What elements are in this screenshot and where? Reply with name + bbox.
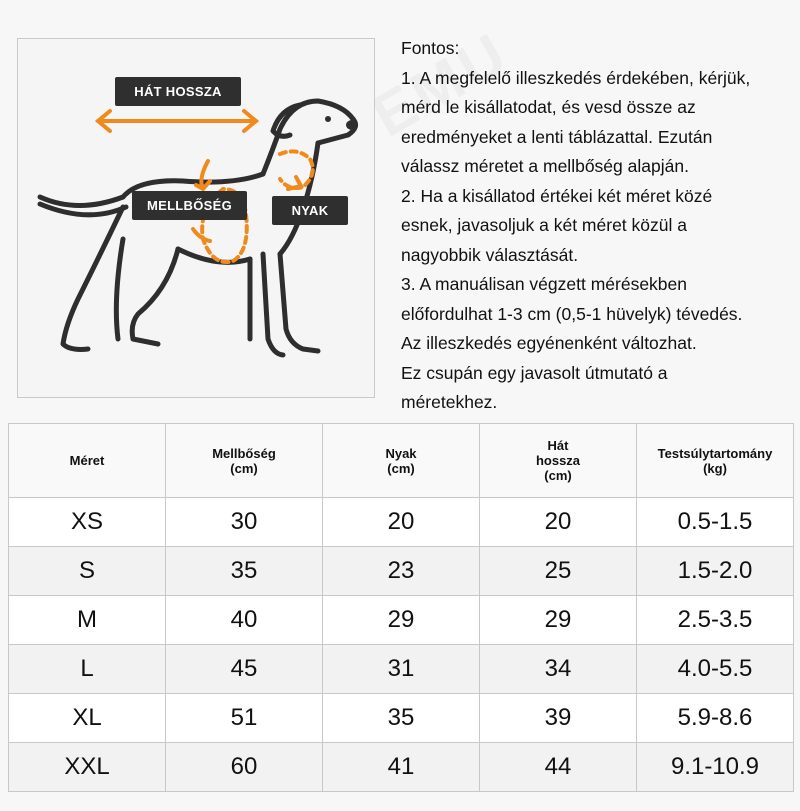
header-chest: Mellbőség (cm) (166, 424, 323, 498)
cell-chest: 35 (166, 547, 323, 596)
table-header-row (9, 424, 794, 498)
cell-neck: 41 (323, 743, 480, 792)
important-notes (401, 34, 793, 418)
notes-line: válassz méretet a mellbőség alapján. (401, 156, 689, 176)
notes-line: méretekhez. (401, 392, 498, 412)
cell-size: M (9, 596, 166, 645)
neck-measure-icon (280, 151, 313, 188)
chest-label: MELLBŐSÉG (132, 191, 247, 220)
notes-line: előfordulhat 1-3 cm (0,5-1 hüvelyk) tévedés. (401, 303, 743, 324)
table-row (9, 645, 794, 694)
notes-line: mérd le kisállatodat, és vesd össze az (401, 97, 696, 117)
cell-chest: 51 (166, 694, 323, 743)
notes-line: Fontos: (401, 38, 460, 58)
neck-label: NYAK (272, 196, 348, 225)
table-row (9, 743, 794, 792)
cell-weight: 1.5-2.0 (637, 547, 794, 596)
notes-line: eredményeket a lenti táblázattal. Ezután (401, 126, 713, 147)
cell-neck: 29 (323, 596, 480, 645)
cell-weight: 2.5-3.5 (637, 596, 794, 645)
cell-back-length: 39 (480, 694, 637, 743)
cell-chest: 60 (166, 743, 323, 792)
cell-neck: 23 (323, 547, 480, 596)
table-row (9, 547, 794, 596)
cell-size: XXL (9, 743, 166, 792)
notes-line: 3. A manuálisan végzett mérésekben (401, 274, 688, 294)
table-row (9, 498, 794, 547)
cell-weight: 9.1-10.9 (637, 743, 794, 792)
header-size: Méret (9, 424, 166, 498)
cell-weight: 4.0-5.5 (637, 645, 794, 694)
size-table (8, 423, 794, 792)
cell-size: XL (9, 694, 166, 743)
measurement-diagram (17, 38, 375, 398)
cell-size: L (9, 645, 166, 694)
cell-chest: 45 (166, 645, 323, 694)
cell-chest: 40 (166, 596, 323, 645)
cell-back-length: 29 (480, 596, 637, 645)
cell-size: S (9, 547, 166, 596)
cell-back-length: 34 (480, 645, 637, 694)
notes-line: Ez csupán egy javasolt útmutató a (401, 362, 668, 383)
header-neck: Nyak (cm) (323, 424, 480, 498)
header-weight-range: Testsúlytartomány (kg) (637, 424, 794, 498)
notes-line: 2. Ha a kisállatod értékei két méret közé (401, 185, 713, 206)
cell-back-length: 25 (480, 547, 637, 596)
header-back-length: Hát hossza (cm) (480, 424, 637, 498)
back-length-label: HÁT HOSSZA (115, 77, 241, 106)
table-row (9, 596, 794, 645)
table-row (9, 694, 794, 743)
notes-line: esnek, javasoljuk a két méret közül a (401, 215, 687, 235)
cell-weight: 0.5-1.5 (637, 498, 794, 547)
cell-size: XS (9, 498, 166, 547)
cell-neck: 31 (323, 645, 480, 694)
cell-neck: 20 (323, 498, 480, 547)
cell-weight: 5.9-8.6 (637, 694, 794, 743)
cell-back-length: 44 (480, 743, 637, 792)
notes-line: Az illeszkedés egyénenként változhat. (401, 333, 697, 353)
cell-back-length: 20 (480, 498, 637, 547)
notes-line: 1. A megfelelő illeszkedés érdekében, kérjük, (401, 67, 751, 88)
cell-chest: 30 (166, 498, 323, 547)
cell-neck: 35 (323, 694, 480, 743)
notes-line: nagyobbik választását. (401, 244, 579, 265)
